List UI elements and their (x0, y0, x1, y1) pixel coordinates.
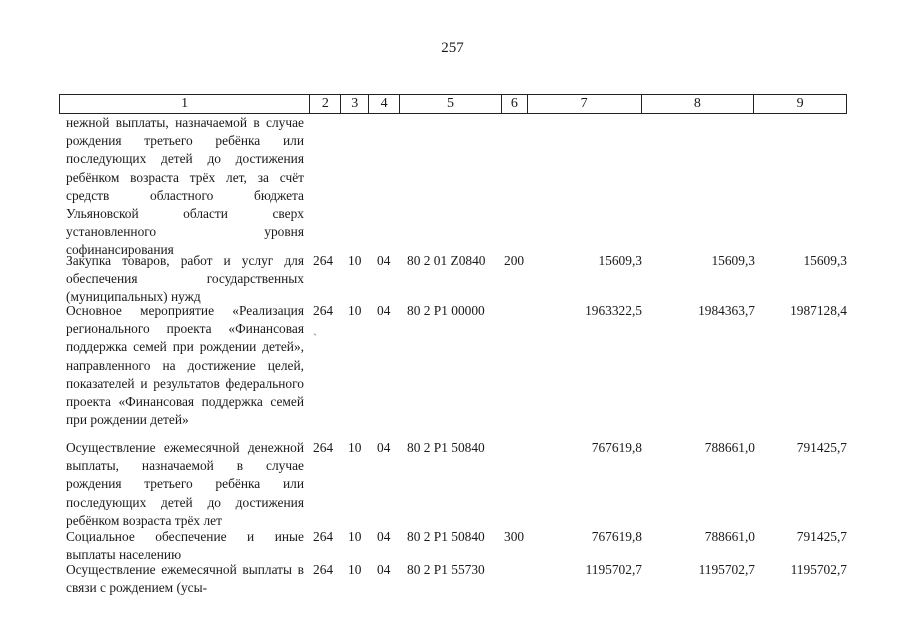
row-year1: 15609,3 (598, 253, 642, 268)
table-row (0, 528, 905, 561)
row-subsection: 04 (377, 440, 391, 455)
row-ministry: 264 (313, 303, 334, 318)
header-col-1: 1 (60, 95, 310, 113)
row-name: Социальное обеспечение и иные выплаты населению (66, 529, 304, 563)
row-ministry: 264 (313, 253, 334, 268)
row-year1: 767619,8 (591, 529, 642, 544)
table-body (0, 114, 905, 601)
row-year3: 791425,7 (796, 529, 847, 544)
row-name: Осуществление ежемесячной денежной выплаты, назначаемой в случае рождения третьего ребёнка или последующих детей до достижения ребёнком возраста трёх лет (66, 440, 304, 528)
row-subsection: 04 (377, 529, 391, 544)
row-subsection: 04 (377, 303, 391, 318)
row-type: 200 (504, 253, 525, 268)
row-year2: 788661,0 (704, 529, 755, 544)
row-section: 10 (348, 529, 362, 544)
row-year3: 1987128,4 (790, 303, 847, 318)
row-year3: 15609,3 (803, 253, 847, 268)
header-col-7: 7 (528, 95, 642, 113)
row-name: нежной выплаты, назначаемой в случае рождения третьего ребёнка или последующих детей до достижения ребёнком возраста трёх лет, за счёт средств областного бюджета Ульяновской области сверх установленного уровня софинансирования (66, 115, 304, 258)
row-subsection: 04 (377, 562, 391, 577)
row-section: 10 (348, 440, 362, 455)
header-col-2: 2 (310, 95, 341, 113)
row-target: 80 2 01 Z0840 (407, 253, 486, 268)
row-ministry: 264 (313, 440, 334, 455)
row-section: 10 (348, 253, 362, 268)
header-col-3: 3 (341, 95, 369, 113)
row-section: 10 (348, 303, 362, 318)
row-year2: 1984363,7 (698, 303, 755, 318)
row-name: Основное мероприятие «Реализация регионального проекта «Финансовая поддержка семей при рождении детей», направленного на достижение целей, показателей и результатов федерального проекта «Финансовая поддержка семей при рождении детей» (66, 303, 304, 428)
table-row (0, 561, 905, 601)
row-year1: 1195702,7 (585, 562, 642, 577)
row-year1: 1963322,5 (585, 303, 642, 318)
header-col-9: 9 (796, 96, 804, 111)
header-col-4: 4 (369, 95, 400, 113)
stray-mark: ˎ (313, 322, 317, 336)
table-header (59, 94, 847, 114)
header-col-5: 5 (400, 95, 502, 113)
row-subsection: 04 (377, 253, 391, 268)
header-col-6: 6 (502, 95, 528, 113)
row-year1: 767619,8 (591, 440, 642, 455)
row-target: 80 2 Р1 50840 (407, 440, 485, 455)
header-col-8: 8 (642, 95, 755, 113)
row-section: 10 (348, 562, 362, 577)
row-year3: 791425,7 (796, 440, 847, 455)
row-target: 80 2 Р1 55730 (407, 562, 485, 577)
row-name: Осуществление ежемесячной выплаты в связи с рождением (усы- (66, 562, 304, 596)
row-type: 300 (504, 529, 525, 544)
page-number: 257 (441, 40, 464, 56)
table-row (0, 252, 905, 305)
row-ministry: 264 (313, 562, 334, 577)
row-year2: 1195702,7 (698, 562, 755, 577)
row-year3: 1195702,7 (790, 562, 847, 577)
row-year2: 15609,3 (711, 253, 755, 268)
row-target: 80 2 Р1 00000 (407, 303, 485, 318)
row-name: Закупка товаров, работ и услуг для обеспечения государственных (муниципальных) нужд (66, 253, 304, 305)
table-row (0, 439, 905, 528)
table-row (0, 302, 905, 439)
row-ministry: 264 (313, 529, 334, 544)
row-target: 80 2 Р1 50840 (407, 529, 485, 544)
row-year2: 788661,0 (704, 440, 755, 455)
